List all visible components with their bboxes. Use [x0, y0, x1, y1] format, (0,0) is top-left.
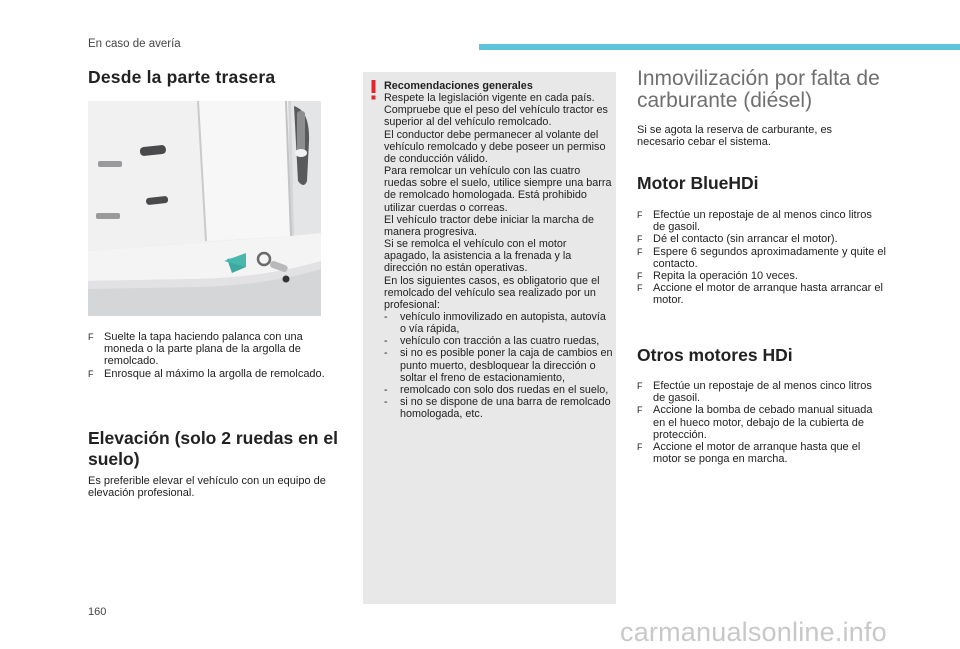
list-item: F Accione la bomba de cebado manual situada en el hueco motor, debajo de la cubierta de protección. — [637, 404, 873, 441]
rear-towing-steps — [88, 331, 343, 380]
elevation-text: Es preferible elevar el vehículo con un equipo de elevación profesional. — [88, 475, 326, 500]
warning-paragraph: En los siguientes casos, es obligatorio que el remolcado del vehículo sea realizado por un profesional: — [384, 274, 600, 311]
fuel-shortage-intro: Si se agota la reserva de carburante, es necesario cebar el sistema. — [637, 124, 833, 149]
warning-paragraph: Para remolcar un vehículo con las cuatro ruedas sobre el suelo, utilice siempre una barra de remolcado homologada. Está prohibido utilizar cuerdas o correas. — [384, 165, 612, 214]
bullet-glyph: F — [637, 210, 643, 220]
dash-glyph: - — [384, 310, 388, 323]
warning-paragraph: El vehículo tractor debe iniciar la marcha de manera progresiva. — [384, 213, 595, 238]
elevation-heading: Elevación (solo 2 ruedas en el suelo) — [88, 428, 338, 469]
list-item: - si no es posible poner la caja de cambios en punto muerto, desbloquear la dirección o soltar el freno de estacionamiento, — [384, 347, 613, 384]
towing-eye-rear-bumper-illustration — [88, 101, 321, 316]
bullet-glyph: F — [637, 381, 643, 391]
warning-paragraph: El conductor debe permanecer al volante del vehículo remolcado y debe poseer un permiso de conducción válido. — [384, 128, 606, 165]
warning-content — [384, 80, 614, 420]
rear-towing-heading: Desde la parte trasera — [88, 67, 276, 87]
hdi-steps — [637, 380, 887, 465]
header-accent-bar — [479, 44, 960, 50]
page-number: 160 — [88, 606, 107, 618]
list-item: F Espere 6 segundos aproximadamente y quite el contacto. — [637, 245, 886, 270]
list-item: - si no se dispone de una barra de remolcado homologada, etc. — [384, 396, 611, 421]
list-item: - vehículo inmovilizado en autopista, autovía o vía rápida, — [384, 310, 606, 336]
hdi-heading: Otros motores HDi — [637, 345, 793, 365]
dash-glyph: - — [384, 396, 388, 409]
list-item: F Enrosque al máximo la argolla de remolcado. — [88, 367, 325, 380]
list-item: F Repita la operación 10 veces. — [637, 270, 798, 283]
exclamation-icon — [369, 80, 378, 100]
bluehdi-heading: Motor BlueHDi — [637, 173, 759, 193]
bullet-glyph: F — [637, 246, 643, 257]
bluehdi-steps — [637, 209, 887, 307]
bullet-glyph: F — [637, 405, 643, 416]
section-label: En caso de avería — [88, 38, 181, 50]
bullet-glyph: F — [637, 234, 643, 245]
list-item: - vehículo con tracción a las cuatro ruedas, — [384, 335, 600, 348]
dash-glyph: - — [384, 335, 388, 348]
list-item: F Accione el motor de arranque hasta arrancar el motor. — [637, 282, 883, 307]
watermark: carmanualsonline.info — [620, 617, 887, 647]
dash-glyph: - — [384, 383, 388, 396]
list-item: F Dé el contacto (sin arrancar el motor). — [637, 233, 838, 246]
bullet-glyph: F — [88, 368, 94, 379]
list-item: F Efectúe un repostaje de al menos cinco litros de gasoil. — [637, 380, 872, 405]
towing-eye-photo — [88, 101, 321, 316]
warning-title: Recomendaciones generales — [384, 80, 533, 92]
bullet-glyph: F — [637, 271, 643, 282]
fuel-shortage-heading: Inmovilización por falta de carburante (diésel) — [637, 67, 880, 112]
professional-cases-list — [384, 311, 614, 420]
dash-glyph: - — [384, 347, 388, 360]
bullet-glyph: F — [88, 332, 94, 342]
warning-paragraph: Compruebe que el peso del vehículo tractor es superior al del vehículo remolcado. — [384, 104, 608, 129]
list-item: - remolcado con solo dos ruedas en el suelo, — [384, 383, 609, 396]
warning-paragraph: Respete la legislación vigente en cada país. — [384, 92, 595, 105]
warning-paragraph: Si se remolca el vehículo con el motor apagado, la asistencia a la frenada y la dirección no están operativas. — [384, 238, 572, 275]
list-item: F Accione el motor de arranque hasta que el motor se ponga en marcha. — [637, 441, 861, 466]
list-item: F Efectúe un repostaje de al menos cinco litros de gasoil. — [637, 209, 872, 234]
list-item: F Suelte la tapa haciendo palanca con una moneda o la parte plana de la argolla de remolcado. — [88, 331, 303, 368]
bullet-glyph: F — [637, 442, 643, 453]
bullet-glyph: F — [637, 283, 643, 294]
